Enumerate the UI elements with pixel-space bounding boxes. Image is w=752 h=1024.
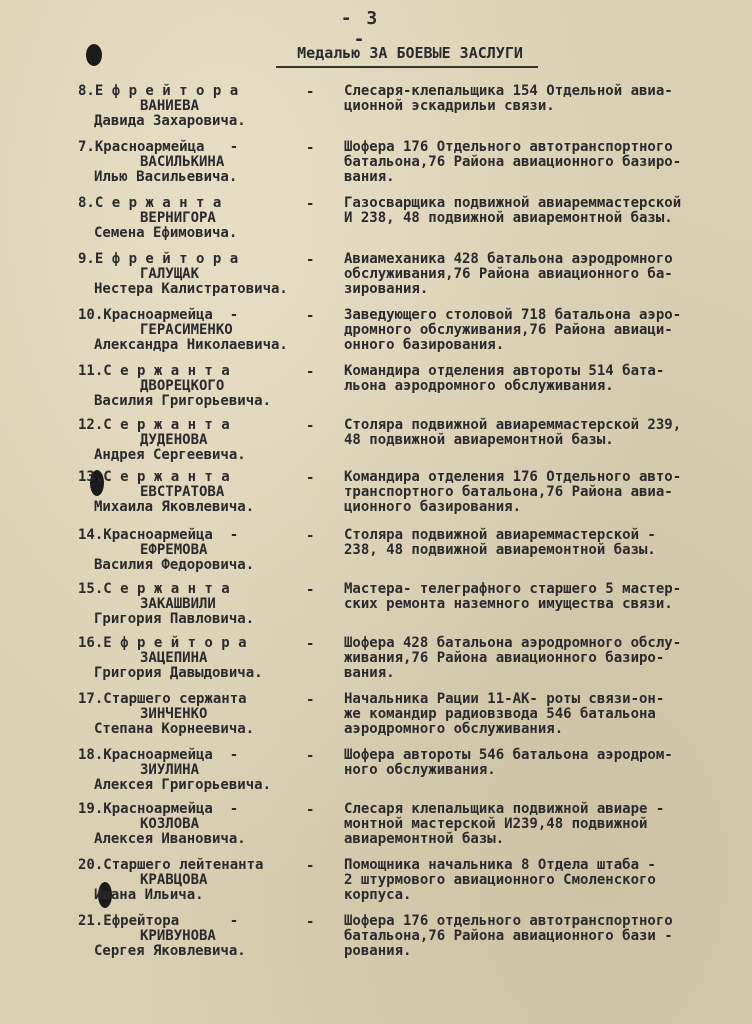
separator-dash: - <box>306 748 315 764</box>
separator-dash: - <box>306 308 315 324</box>
separator-dash: - <box>306 418 315 434</box>
recipient-position: Помощника начальника 8 Отдела штаба - 2 штурмового авиационного Смоленского корпуса. <box>344 857 656 903</box>
recipient-position: Слесаря-клепальщика 154 Отдельной авиа- ционной эскадрильи связи. <box>344 83 673 114</box>
separator-dash: - <box>306 858 315 874</box>
recipient-rank: 21.Ефрейтора - <box>78 913 239 929</box>
separator-dash: - <box>306 582 315 598</box>
recipient-surname: КРАВЦОВА <box>140 872 208 888</box>
separator-dash: - <box>306 528 315 544</box>
separator-dash: - <box>306 84 315 100</box>
recipient-position: Авиамеханика 428 батальона аэродромного обслуживания,76 Района авиационного ба- зирования. <box>344 251 673 297</box>
recipient-block <box>78 528 328 573</box>
recipient-surname: ВАСИЛЬКИНА <box>140 154 225 170</box>
recipient-surname: ДВОРЕЦКОГО <box>140 378 225 394</box>
recipient-given-name: Александра Николаевича. <box>94 337 288 353</box>
separator-dash: - <box>306 914 315 930</box>
recipient-block <box>78 84 328 129</box>
recipient-position: Столяра подвижной авиареммастерской 239, 48 подвижной авиаремонтной базы. <box>344 417 682 448</box>
recipient-given-name: Илью Васильевича. <box>94 169 238 185</box>
recipient-surname: ЗИУЛИНА <box>140 762 200 778</box>
recipient-position: Командира отделения автороты 514 бата- льона аэродромного обслуживания. <box>344 363 665 394</box>
separator-dash: - <box>306 196 315 212</box>
recipient-given-name: Василия Григорьевича. <box>94 393 272 409</box>
recipient-rank: 12.С е р ж а н т а <box>78 417 230 433</box>
recipient-position: Шофера автороты 546 батальона аэродром- ного обслуживания. <box>344 747 673 778</box>
recipient-block <box>78 748 328 793</box>
heading-underline <box>276 66 538 68</box>
recipient-block <box>78 692 328 737</box>
recipient-given-name: Нестера Калистратовича. <box>94 281 288 297</box>
recipient-position: Шофера 176 отдельного автотранспортного батальона,76 Района авиационного бази - рования. <box>344 913 673 959</box>
recipient-given-name: Григория Павловича. <box>94 611 255 627</box>
separator-dash: - <box>306 692 315 708</box>
recipient-block <box>78 470 328 515</box>
recipient-rank: 18.Красноармейца - <box>78 747 239 763</box>
separator-dash: - <box>306 252 315 268</box>
recipient-rank: 17.Старшего сержанта <box>78 691 247 707</box>
recipient-given-name: Сергея Яковлевича. <box>94 943 246 959</box>
recipient-given-name: Ивана Ильича. <box>94 887 204 903</box>
recipient-surname: ГАЛУЩАК <box>140 266 200 282</box>
recipient-surname: КРИВУНОВА <box>140 928 216 944</box>
page-number: - 3 - <box>340 8 380 50</box>
recipient-block <box>78 418 328 463</box>
recipient-rank: 16.Е ф р е й т о р а <box>78 635 247 651</box>
recipient-rank: 7.Красноармейца - <box>78 139 239 155</box>
recipient-block <box>78 858 328 903</box>
recipient-position: Столяра подвижной авиареммастерской - 238, 48 подвижной авиаремонтной базы. <box>344 527 656 558</box>
recipient-rank: 8.С е р ж а н т а <box>78 195 222 211</box>
recipient-rank: 13.С е р ж а н т а <box>78 469 230 485</box>
recipient-surname: ЕВСТРАТОВА <box>140 484 225 500</box>
recipient-block <box>78 196 328 241</box>
recipient-block <box>78 802 328 847</box>
recipient-rank: 11.С е р ж а н т а <box>78 363 230 379</box>
recipient-surname: ЗАЦЕПИНА <box>140 650 208 666</box>
page-heading: Медалью ЗА БОЕВЫЕ ЗАСЛУГИ <box>297 44 523 62</box>
recipient-surname: ГЕРАСИМЕНКО <box>140 322 233 338</box>
recipient-given-name: Михаила Яковлевича. <box>94 499 255 515</box>
recipient-surname: ДУДЕНОВА <box>140 432 208 448</box>
recipient-rank: 19.Красноармейца - <box>78 801 239 817</box>
separator-dash: - <box>306 636 315 652</box>
recipient-position: Командира отделения 176 Отдельного авто- транспортного батальона,76 Района авиа- ционного базирования. <box>344 469 682 515</box>
separator-dash: - <box>306 802 315 818</box>
recipient-block <box>78 582 328 627</box>
recipient-given-name: Алексея Ивановича. <box>94 831 246 847</box>
recipient-rank: 9.Е ф р е й т о р а <box>78 251 239 267</box>
recipient-position: Мастера- телеграфного старшего 5 мастер- ских ремонта наземного имущества связи. <box>344 581 682 612</box>
separator-dash: - <box>306 140 315 156</box>
recipient-position: Заведующего столовой 718 батальона аэро- дромного обслуживания,76 Района авиаци- онного базирования. <box>344 307 682 353</box>
recipient-rank: 14.Красноармейца - <box>78 527 239 543</box>
recipient-given-name: Степана Корнеевича. <box>94 721 255 737</box>
recipient-given-name: Андрея Сергеевича. <box>94 447 246 463</box>
recipient-position: Шофера 176 Отдельного автотранспортного батальона,76 Района авиационного базиро- вания. <box>344 139 682 185</box>
recipient-surname: ЗАКАШВИЛИ <box>140 596 216 612</box>
recipient-position: Начальника Рации 11-АК- роты связи-он- же командир радиовзвода 546 батальона аэродромного обслуживания. <box>344 691 665 737</box>
recipient-given-name: Алексея Григорьевича. <box>94 777 272 793</box>
recipient-block <box>78 914 328 959</box>
recipient-given-name: Давида Захаровича. <box>94 113 246 129</box>
recipient-surname: ЗИНЧЕНКО <box>140 706 208 722</box>
recipient-rank: 10.Красноармейца - <box>78 307 239 323</box>
recipient-block <box>78 140 328 185</box>
recipient-block <box>78 364 328 409</box>
recipient-position: Слесаря клепальщика подвижной авиаре - монтной мастерской И239,48 подвижной авиаремонтной базы. <box>344 801 665 847</box>
recipient-surname: ВАНИЕВА <box>140 98 200 114</box>
recipient-block <box>78 636 328 681</box>
recipient-surname: ВЕРНИГОРА <box>140 210 216 226</box>
recipient-surname: ЕФРЕМОВА <box>140 542 208 558</box>
punch-hole <box>86 44 102 66</box>
recipient-surname: КОЗЛОВА <box>140 816 200 832</box>
recipient-block <box>78 252 328 297</box>
recipient-position: Шофера 428 батальона аэродромного обслу- живания,76 Района авиационного базиро- вания. <box>344 635 682 681</box>
recipient-given-name: Василия Федоровича. <box>94 557 255 573</box>
separator-dash: - <box>306 470 315 486</box>
recipient-rank: 15.С е р ж а н т а <box>78 581 230 597</box>
separator-dash: - <box>306 364 315 380</box>
recipient-position: Газосварщика подвижной авиареммастерской И 238, 48 подвижной авиаремонтной базы. <box>344 195 682 226</box>
recipient-rank: 8.Е ф р е й т о р а <box>78 83 239 99</box>
recipient-rank: 20.Старшего лейтенанта <box>78 857 264 873</box>
recipient-block <box>78 308 328 353</box>
recipient-given-name: Семена Ефимовича. <box>94 225 238 241</box>
recipient-given-name: Григория Давыдовича. <box>94 665 263 681</box>
